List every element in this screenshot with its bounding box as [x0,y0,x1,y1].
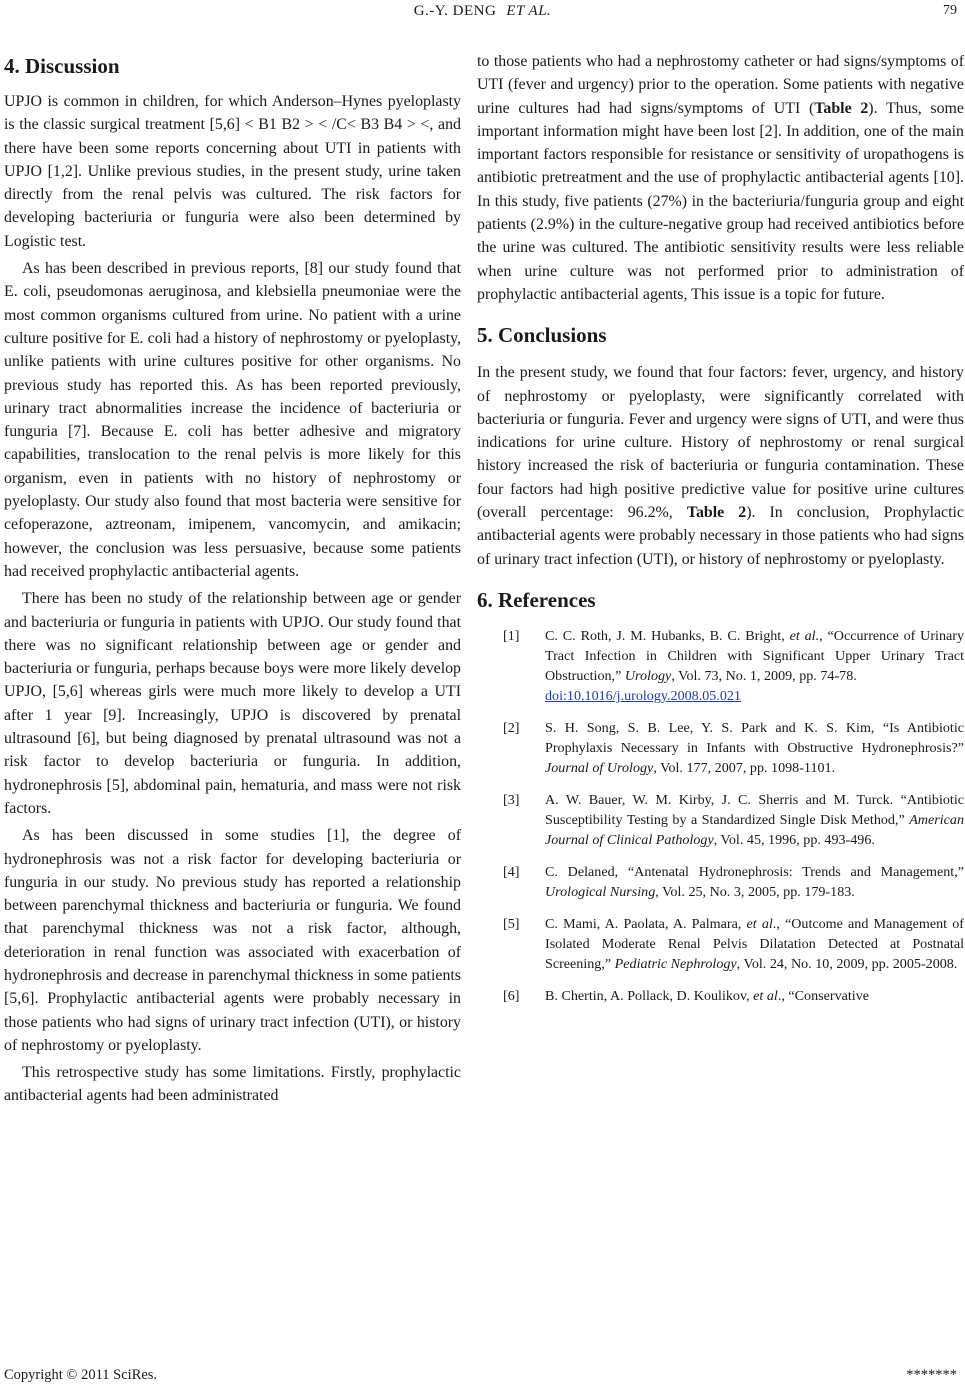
conclusions-text-2: ). In conclusion, Prophylactic antibacterial agents were probably necessary in those patients who had signs of urinary tract infection (UTI), or history of nephrostomy or pyeloplasty. [477,504,964,568]
page-number: 79 [943,3,957,18]
left-column [4,50,461,1112]
conclusions-table-2-ref: Table 2 [686,504,747,522]
reference-item-6 [477,986,964,1006]
reference-journal: Pediatric Nephrology [614,955,737,972]
reference-item-5 [477,914,964,974]
reference-item-1 [477,626,964,706]
running-head [0,0,965,22]
reference-number: [4] [503,863,520,880]
discussion-heading: 4. Discussion [4,54,120,78]
reference-number: [1] [503,627,520,644]
reference-details: , Vol. 177, 2007, pp. 1098-1101. [653,759,836,776]
reference-item-3 [477,790,964,850]
discussion-continued-paragraph [477,50,964,306]
reference-item-4 [477,862,964,902]
reference-journal: American Journal of Clinical Pathology [545,811,964,848]
reference-number: [3] [503,791,520,808]
discussion-paragraph-4: As has been discussed in some studies [1], the degree of hydronephrosis was not a risk factor for developing bacteriuria or funguria in our study. No previous study has reported a relationship between parenchymal thickness and bacteriuria or funguria. We found that parenchymal thickness was not a risk factor, although, deterioration in renal function was associated with exacerbation of hydronephrosis and decrease in parenchymal thickness in some patients [5,6]. Prophylactic antibacterial agents were probably necessary in those patients who had signs of urinary tract infection (UTI), or history of nephrostomy or pyeloplasty. [4,827,461,1054]
discussion-paragraph-3: There has been no study of the relationship between age or gender and bacteriuria or funguria in patients with UPJO. Our study found that there was no significant relationship between age or gender and bacteriuria or funguria, perhaps because boys were more likely develop UPJO, [5,6] whereas girls were much more likely to develop a UTI after 1 year [9]. Increasingly, UPJO is discovered by prenatal ultrasound [6], but being diagnosed by prenatal ultrasound was not a risk factor to develop bacteriuria or funguria. In addition, hydronephrosis [5], abdominal pain, hematuria, and mass were not risk factors. [4,590,461,817]
reference-authors-title: S. H. Song, S. B. Lee, Y. S. Park and K. S. Kim, “Is Antibiotic Prophylaxis Necessary in Infants with Obstructive Hydronephrosis?” [545,719,964,756]
reference-authors-title: A. W. Bauer, W. M. Kirby, J. C. Sherris and M. Turck. “Antibiotic Susceptibility Testing by a Standardized Single Disk Method,” [545,791,964,828]
reference-authors-title: C. Delaned, “Antenatal Hydronephrosis: Trends and Management,” [545,863,964,880]
references-heading: 6. References [477,587,596,612]
reference-details: , Vol. 73, No. 1, 2009, pp. 74-78. [671,667,857,684]
reference-details: , Vol. 25, No. 3, 2005, pp. 179-183. [655,883,855,900]
reference-list [477,626,964,1006]
discussion-paragraph-2: As has been described in previous reports, [8] our study found that E. coli, pseudomonas aeruginosa, and klebsiella pneumoniae were the most common organisms cultured from urine. No patient with a urine culture positive for E. coli had a history of nephrostomy or pyeloplasty, unlike patients with urine cultures positive for other organisms. No previous study has reported this. As has been reported previously, urinary tract abnormalities increase the incidence of bacteriuria or funguria [7]. Because E. coli has better adhesive and migratory capabilities, translocation to the renal pelvis is more likely for this organism, even in patients with no history of nephrostomy or pyeloplasty. Our study also found that most bacteria were sensitive for cefoperazone, aztreonam, imipenem, vancomycin, and amikacin; however, the conclusion was less persuasive, because some patients had received prophylactic antibacterial agents. [4,260,461,580]
running-head-author: G.-Y. DENG [413,3,497,19]
reference-title: ., “Conservative [777,987,870,1004]
conclusions-text-1: In the present study, we found that four factors: fever, urgency, and history of nephrostomy or pyeloplasty, were significantly correlated with bacteriuria or funguria. Fever and urgency were signs of UTI, and were thus indications for urine culture. History of nephrostomy or renal surgical history increased the risk of bacteriuria or funguria contamination. These four factors had high positive predictive value for positive urine cultures (overall percentage: 96.2%, [477,364,964,522]
conclusions-heading: 5. Conclusions [477,323,607,348]
discussion-paragraph-1: UPJO is common in children, for which Anderson–Hynes pyeloplasty is the classic surgical treatment [5,6] < B1 B2 > < /C< B3 B4 > <, and there have been some reports concerning about UTI in patients with UPJO [1,2]. Unlike previous studies, in the present study, urine taken directly from the renal pelvis was cultured. The risk factors for developing bacteriuria or funguria were also been determined by Logistic test. [4,93,461,250]
continued-text-1: to those patients who had a nephrostomy catheter or had signs/symptoms of UTI (fever and urgency) prior to the operation. Some patients with negative urine cultures had had signs/symptoms of UTI ( [477,53,964,117]
reference-authors: C. C. Roth, J. M. Hubanks, B. C. Bright, [545,627,790,644]
reference-journal: Journal of Urology [545,759,654,776]
reference-journal: Urological Nursing [545,883,656,900]
table-2-ref: Table 2 [814,99,869,117]
reference-number: [5] [503,915,520,932]
right-column [477,50,964,1018]
reference-item-2 [477,718,964,778]
reference-etal: et al. [789,627,820,644]
reference-details: , Vol. 24, No. 10, 2009, pp. 2005-2008. [736,955,958,972]
reference-authors: B. Chertin, A. Pollack, D. Koulikov, [545,987,754,1004]
reference-title: , “Occurrence of Urinary Tract Infection in Children with Significant Upper Urinary Tract Obstruction,” [545,627,965,684]
footer-copyright: Copyright © 2011 SciRes. [4,1367,158,1383]
page-header [0,0,965,30]
continued-text-2: ). Thus, some important information might have been lost [2]. In addition, one of the main important factors responsible for resistance or sensitivity of uropathogens is antibiotic pretreatment and the use of prophylactic antibacterial agents [10]. In this study, five patients (27%) in the bacteriuria/funguria group and eight patients (2.9%) in the culture-negative group had received antibiotics before the urine was cultured. The antibiotic sensitivity results were less reliable when urine culture was not performed prior to administration of prophylactic antibacterial agents, This issue is a topic for future. [477,99,964,303]
reference-title: ., “Outcome and Management of Isolated Moderate Renal Pelvis Dilatation Detected at Postnatal Screening,” [545,915,964,972]
reference-authors: C. Mami, A. Paolata, A. Palmara, [545,915,747,932]
reference-number: [2] [503,719,520,736]
reference-journal: Urology [624,667,672,684]
reference-doi-link[interactable]: doi:10.1016/j.urology.2008.05.021 [545,687,742,704]
running-head-etal: ET AL. [506,3,552,19]
conclusions-paragraph [477,361,964,571]
reference-number: [6] [503,987,520,1004]
reference-details: , Vol. 45, 1996, pp. 493-496. [713,831,875,848]
reference-etal: et al [753,987,778,1004]
footer-journal-code: ******* [906,1367,957,1383]
reference-etal: et al [746,915,773,932]
discussion-paragraph-5: This retrospective study has some limitations. Firstly, prophylactic antibacterial agents had been administrated [4,1064,461,1105]
